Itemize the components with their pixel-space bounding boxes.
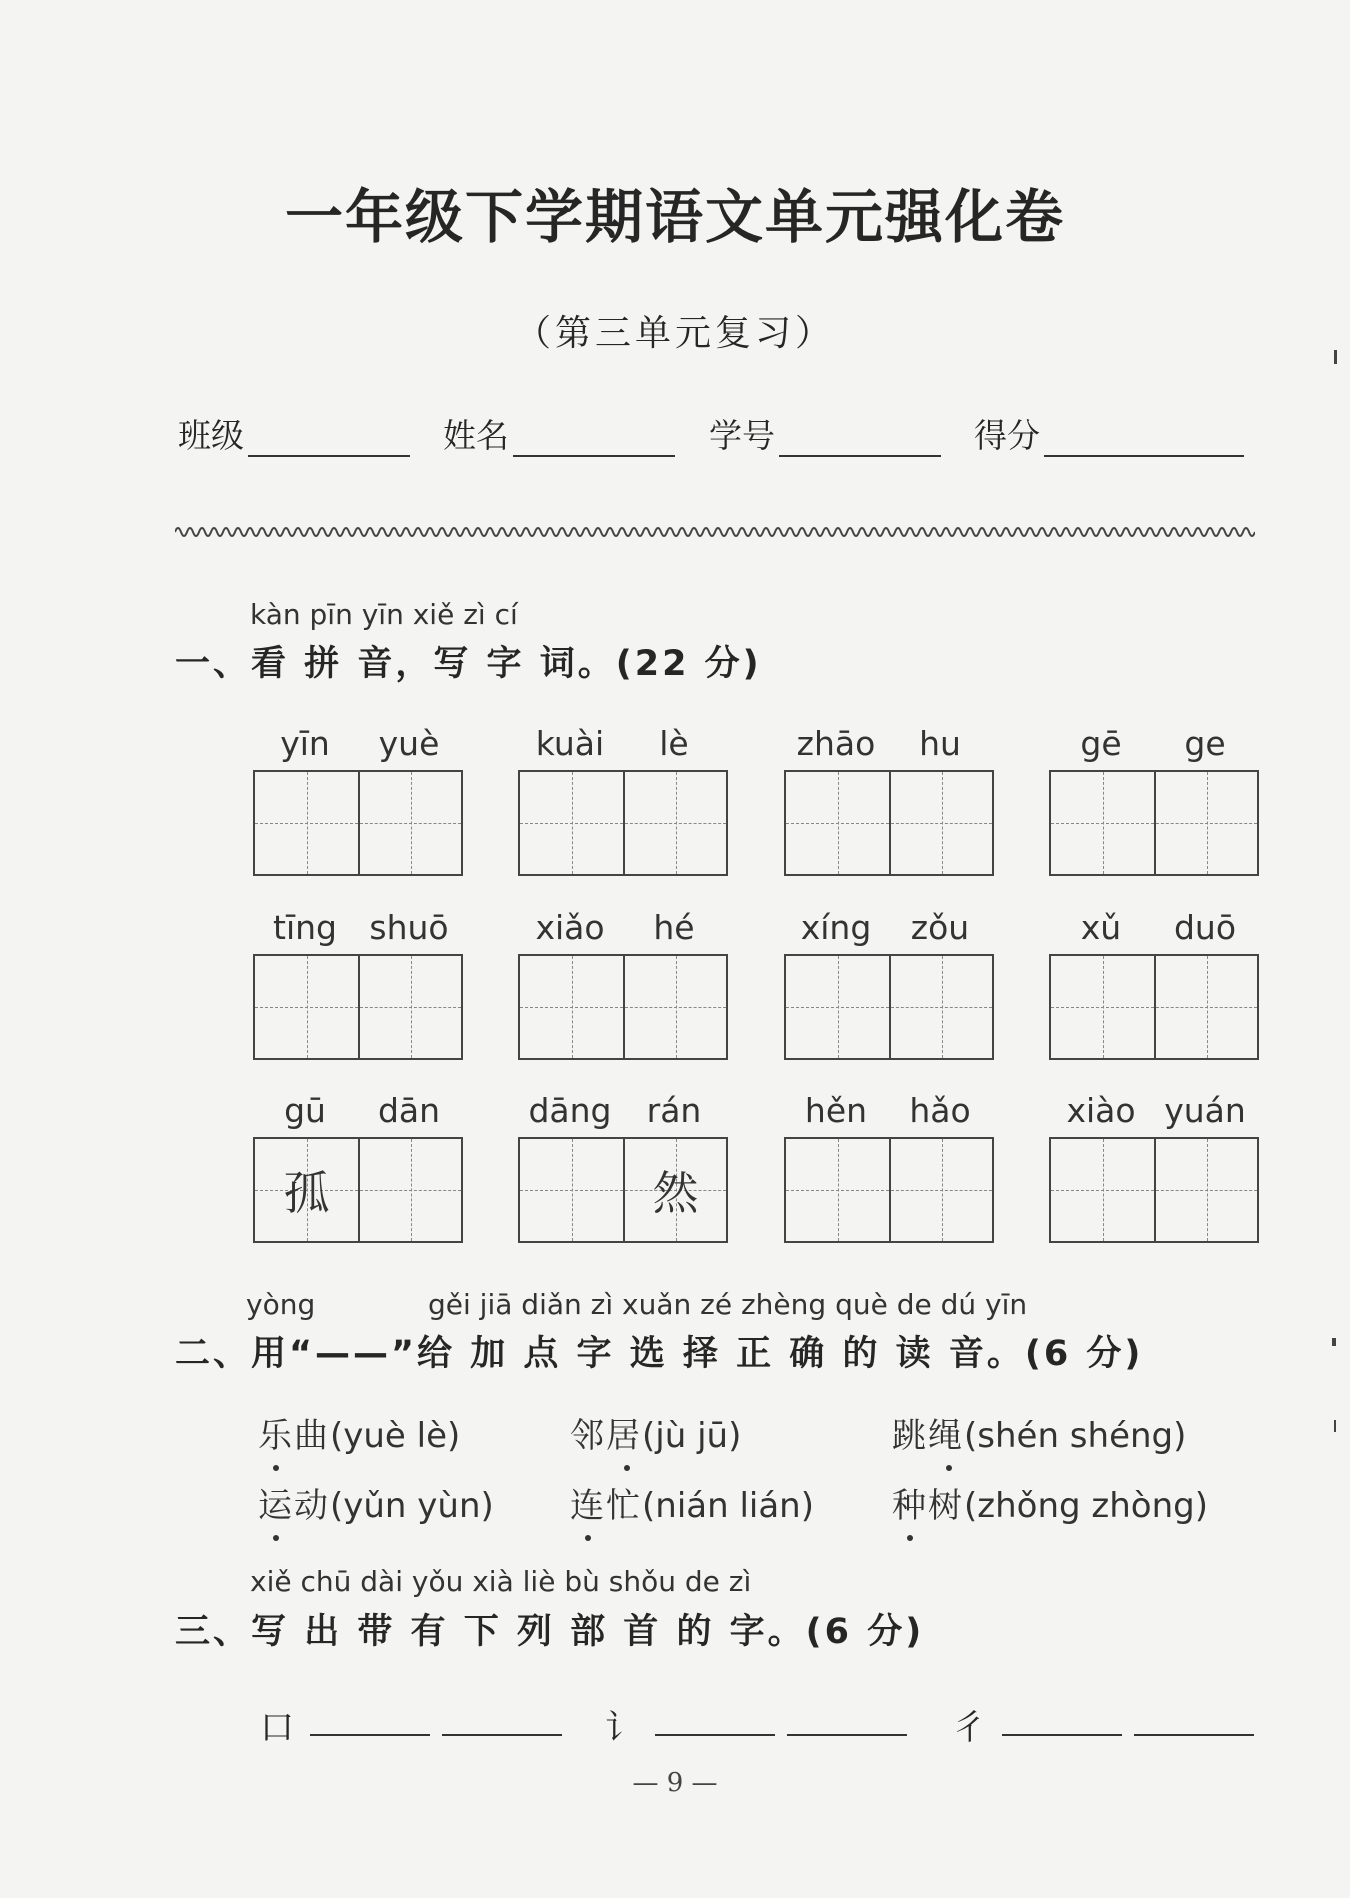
- scan-mark: [1334, 1420, 1336, 1432]
- pinyin-label: dāng: [528, 1091, 612, 1130]
- reading-item[interactable]: [892, 1478, 1208, 1527]
- given-character: 孤: [283, 1166, 330, 1220]
- name-field[interactable]: [443, 410, 675, 457]
- number-label: 学号: [709, 416, 775, 455]
- given-character: [360, 956, 461, 1058]
- writing-cell[interactable]: [1051, 1139, 1154, 1241]
- pinyin-label: zǒu: [910, 908, 970, 947]
- given-character: [255, 956, 358, 1058]
- given-character: [786, 772, 889, 874]
- given-character: [1156, 1139, 1257, 1241]
- answer-blank[interactable]: [655, 1734, 775, 1736]
- writing-cell[interactable]: [1154, 772, 1257, 874]
- given-character: [1051, 1139, 1154, 1241]
- pinyin-label: lè: [659, 724, 689, 763]
- scan-mark: [1334, 350, 1337, 364]
- pinyin-label: xiào: [1066, 1091, 1136, 1130]
- pinyin-label-row: [253, 724, 461, 764]
- emphasis-dot: [624, 1465, 630, 1471]
- class-blank[interactable]: [248, 419, 410, 457]
- writing-cell[interactable]: [623, 772, 726, 874]
- writing-cell[interactable]: [520, 956, 623, 1058]
- section2-pinyin-b: gěi jiā diǎn zì xuǎn zé zhèng què de dú yīn: [428, 1288, 1028, 1321]
- pinyin-label: kuài: [535, 724, 605, 763]
- pinyin-label-row: [253, 1091, 461, 1131]
- given-character: [520, 956, 623, 1058]
- given-character: [786, 956, 889, 1058]
- writing-cell[interactable]: [786, 956, 889, 1058]
- writing-box-pair: [518, 770, 728, 876]
- section1-pinyin: kàn pīn yīn xiě zì cí: [250, 598, 518, 631]
- writing-box-pair: [784, 954, 994, 1060]
- pinyin-label: dān: [377, 1091, 441, 1130]
- given-character: [1156, 772, 1257, 874]
- writing-cell[interactable]: [786, 1139, 889, 1241]
- writing-cell[interactable]: [889, 1139, 992, 1241]
- page-title: 一年级下学期语文单元强化卷: [284, 183, 1065, 251]
- given-character: [1156, 956, 1257, 1058]
- writing-cell[interactable]: [255, 956, 358, 1058]
- section2-pinyin-a: yòng: [246, 1288, 316, 1321]
- pinyin-label-row: [518, 724, 726, 764]
- writing-cell[interactable]: [1154, 956, 1257, 1058]
- pinyin-label: yīn: [280, 724, 330, 763]
- given-character: [1051, 772, 1154, 874]
- number-field[interactable]: [709, 410, 941, 457]
- writing-box-pair: [784, 770, 994, 876]
- reading-item[interactable]: [570, 1478, 814, 1527]
- reading-word: 连忙: [570, 1486, 642, 1526]
- pinyin-label: ge: [1184, 724, 1226, 763]
- scan-mark: [1332, 1338, 1336, 1346]
- answer-blank[interactable]: [442, 1734, 562, 1736]
- answer-blank[interactable]: [310, 1734, 430, 1736]
- page-subtitle: （第三单元复习）: [514, 313, 835, 354]
- reading-item[interactable]: [892, 1408, 1186, 1457]
- given-character: [891, 772, 992, 874]
- pinyin-label-row: [518, 908, 726, 948]
- pinyin-label-row: [784, 724, 992, 764]
- answer-blank[interactable]: [1134, 1734, 1254, 1736]
- pinyin-label-row: [518, 1091, 726, 1131]
- reading-item[interactable]: [570, 1408, 741, 1457]
- pinyin-label: yuè: [378, 724, 440, 763]
- score-blank[interactable]: [1044, 419, 1244, 457]
- given-character: [786, 1139, 889, 1241]
- pinyin-label-row: [784, 908, 992, 948]
- emphasis-dot: [273, 1465, 279, 1471]
- reading-options[interactable]: (zhǒng zhòng): [964, 1486, 1208, 1526]
- pinyin-label-row: [784, 1091, 992, 1131]
- writing-box-pair: [518, 1137, 728, 1243]
- writing-cell[interactable]: [786, 772, 889, 874]
- writing-cell[interactable]: [358, 1139, 461, 1241]
- writing-cell[interactable]: [520, 1139, 623, 1241]
- score-label: 得分: [974, 416, 1040, 455]
- given-character: [360, 1139, 461, 1241]
- writing-box-pair: [1049, 770, 1259, 876]
- given-character: [520, 772, 623, 874]
- emphasis-dot: [273, 1535, 279, 1541]
- writing-cell[interactable]: [1051, 772, 1154, 874]
- section2-title: 二、用“——”给 加 点 字 选 择 正 确 的 读 音。(6 分): [175, 1334, 1144, 1374]
- pinyin-label: zhāo: [796, 724, 876, 763]
- writing-cell[interactable]: [358, 772, 461, 874]
- pinyin-label-row: [1049, 724, 1257, 764]
- section3-title: 三、写 出 带 有 下 列 部 首 的 字。(6 分): [175, 1612, 925, 1652]
- writing-box-pair: [784, 1137, 994, 1243]
- reading-options[interactable]: (shén shéng): [964, 1416, 1187, 1456]
- pinyin-label: rán: [646, 1091, 702, 1130]
- pinyin-label: gē: [1080, 724, 1122, 763]
- writing-box-pair: [1049, 1137, 1259, 1243]
- section3-pinyin: xiě chū dài yǒu xià liè bù shǒu de zì: [250, 1565, 752, 1598]
- writing-cell[interactable]: [1051, 956, 1154, 1058]
- reading-options[interactable]: (yuè lè): [330, 1416, 461, 1456]
- emphasis-dot: [946, 1465, 952, 1471]
- answer-blank[interactable]: [1002, 1734, 1122, 1736]
- given-character: [1051, 956, 1154, 1058]
- pinyin-label: hěn: [804, 1091, 868, 1130]
- pinyin-label-row: [1049, 908, 1257, 948]
- radical-mouth: 口: [260, 1708, 294, 1748]
- wave-divider: [175, 520, 1255, 544]
- writing-cell[interactable]: [520, 772, 623, 874]
- score-field[interactable]: [974, 410, 1244, 457]
- given-character: [891, 1139, 992, 1241]
- given-character: [255, 772, 358, 874]
- section1-title: 一、看 拼 音，写 字 词。(22 分): [175, 644, 762, 684]
- emphasis-dot: [585, 1535, 591, 1541]
- radical-speech: 讠: [605, 1708, 639, 1748]
- class-field[interactable]: [178, 410, 410, 457]
- reading-word: 乐曲: [258, 1416, 330, 1456]
- number-blank[interactable]: [779, 419, 941, 457]
- pinyin-label: hé: [653, 908, 695, 947]
- pinyin-label: xǔ: [1080, 908, 1122, 947]
- radical-row: [255, 1700, 1255, 1750]
- writing-box-pair: [253, 770, 463, 876]
- pinyin-label: yuán: [1164, 1091, 1246, 1130]
- pinyin-label: xíng: [800, 908, 872, 947]
- name-blank[interactable]: [513, 419, 675, 457]
- given-character: 然: [652, 1166, 699, 1220]
- reading-word: 种树: [892, 1486, 964, 1526]
- pinyin-label: tīng: [273, 908, 337, 947]
- pinyin-label: duō: [1173, 908, 1237, 947]
- pinyin-label: hǎo: [909, 1091, 971, 1130]
- reading-item[interactable]: [258, 1408, 460, 1457]
- writing-cell[interactable]: [255, 1139, 358, 1241]
- writing-box-pair: [1049, 954, 1259, 1060]
- given-character: [625, 956, 726, 1058]
- writing-cell[interactable]: [889, 772, 992, 874]
- writing-box-pair: [253, 1137, 463, 1243]
- writing-cell[interactable]: [623, 956, 726, 1058]
- pinyin-label: shuō: [369, 908, 449, 947]
- writing-box-pair: [518, 954, 728, 1060]
- emphasis-dot: [907, 1535, 913, 1541]
- reading-item[interactable]: [258, 1478, 494, 1527]
- radical-step: 彳: [952, 1708, 986, 1748]
- pinyin-label: xiǎo: [535, 908, 605, 947]
- answer-blank[interactable]: [787, 1734, 907, 1736]
- writing-box-pair: [253, 954, 463, 1060]
- writing-cell[interactable]: [623, 1139, 726, 1241]
- reading-word: 邻居: [570, 1416, 642, 1456]
- name-label: 姓名: [443, 416, 509, 455]
- given-character: [625, 772, 726, 874]
- page-number: — 9 —: [632, 1768, 718, 1798]
- class-label: 班级: [178, 416, 244, 455]
- writing-cell[interactable]: [255, 772, 358, 874]
- given-character: [360, 772, 461, 874]
- writing-cell[interactable]: [889, 956, 992, 1058]
- pinyin-label-row: [253, 908, 461, 948]
- reading-options[interactable]: (yǔn yùn): [330, 1486, 494, 1526]
- given-character: [520, 1139, 623, 1241]
- reading-options[interactable]: (jù jū): [642, 1416, 742, 1456]
- writing-cell[interactable]: [1154, 1139, 1257, 1241]
- pinyin-label: hu: [919, 724, 961, 763]
- reading-word: 运动: [258, 1486, 330, 1526]
- pinyin-label: gū: [284, 1091, 326, 1130]
- given-character: [891, 956, 992, 1058]
- reading-options[interactable]: (nián lián): [642, 1486, 814, 1526]
- writing-cell[interactable]: [358, 956, 461, 1058]
- reading-word: 跳绳: [892, 1416, 964, 1456]
- pinyin-label-row: [1049, 1091, 1257, 1131]
